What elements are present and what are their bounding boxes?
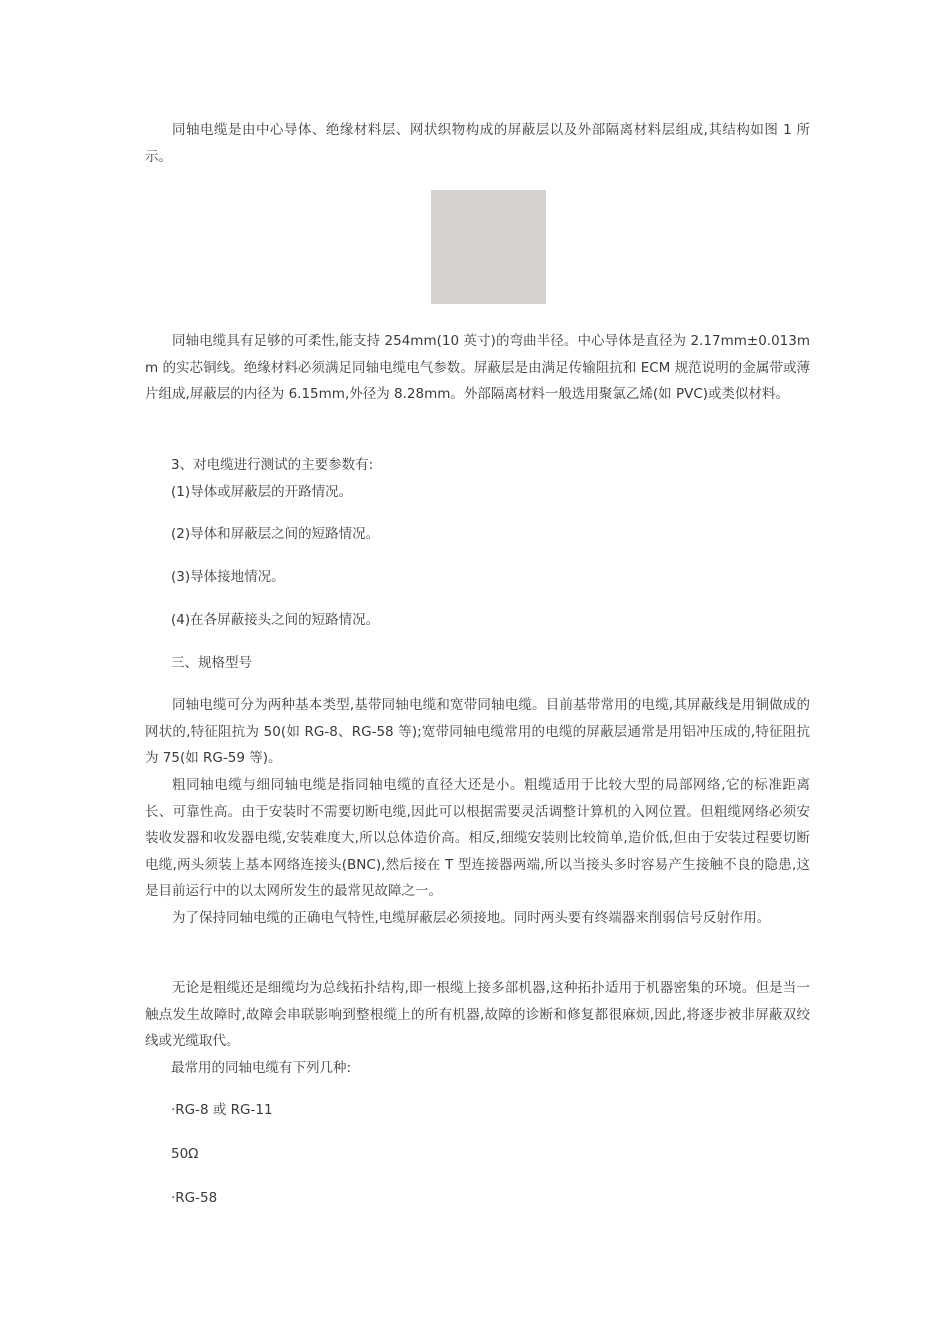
common-types-heading: 最常用的同轴电缆有下列几种: (171, 1060, 352, 1076)
test-item-2: (2)导体和屏蔽层之间的短路情况。 (171, 526, 380, 542)
test-item-3: (3)导体接地情况。 (171, 569, 285, 585)
grounding-paragraph: 为了保持同轴电缆的正确电气特性,电缆屏蔽层必须接地。同时两头要有终端器来削弱信号反射作用。 (172, 910, 771, 926)
cable-types-paragraph: 同轴电缆可分为两种基本类型,基带同轴电缆和宽带同轴电缆。目前基带常用的电缆,其屏蔽线是用铜做成的网状的,特征阻抗为 50(如 RG-8、RG-58 等);宽带同轴电缆常用的电缆的屏蔽层通常是用铝冲压成的,特征阻抗为 75(如 RG-59 等)。 (145, 697, 810, 766)
type-item-rg8: ·RG-8 或 RG-11 (171, 1102, 273, 1118)
intro-paragraph: 同轴电缆是由中心导体、绝缘材料层、网状织物构成的屏蔽层以及外部隔离材料层组成,其结构如图 1 所示。 (145, 122, 810, 165)
flexibility-paragraph: 同轴电缆具有足够的可柔性,能支持 254mm(10 英寸)的弯曲半径。中心导体是直径为 2.17mm±0.013mm 的实芯铜线。绝缘材料必须满足同轴电缆电气参数。屏蔽层是由满足传输阻抗和 ECM 规范说明的金属带或薄片组成,屏蔽层的内径为 6.15mm,外径为 8.28mm。外部隔离材料一般选用聚氯乙烯(如 PVC)或类似材料。 (145, 333, 810, 402)
section-heading-specs: 三、规格型号 (171, 655, 252, 671)
test-item-4: (4)在各屏蔽接头之间的短路情况。 (171, 612, 380, 628)
type-item-impedance: 50Ω (171, 1146, 199, 1162)
thick-thin-paragraph: 粗同轴电缆与细同轴电缆是指同轴电缆的直径大还是小。粗缆适用于比较大型的局部网络,它的标准距离长、可靠性高。由于安装时不需要切断电缆,因此可以根据需要灵活调整计算机的入网位置。但粗缆网络必须安装收发器和收发器电缆,安装难度大,所以总体造价高。相反,细缆安装则比较简单,造价低,但由于安装过程要切断电缆,两头须装上基本网络连接头(BNC),然后接在 T 型连接器两端,所以当接头多时容易产生接触不良的隐患,这是目前运行中的以太网所发生的最常见故障之一。 (145, 777, 810, 899)
test-item-1: (1)导体或屏蔽层的开路情况。 (171, 484, 353, 500)
type-item-rg58: ·RG-58 (171, 1190, 218, 1206)
figure-1-image (431, 190, 546, 304)
test-parameters-heading: 3、对电缆进行测试的主要参数有: (171, 457, 374, 473)
topology-paragraph: 无论是粗缆还是细缆均为总线拓扑结构,即一根缆上接多部机器,这种拓扑适用于机器密集的环境。但是当一触点发生故障时,故障会串联影响到整根缆上的所有机器,故障的诊断和修复都很麻烦,因此,将逐步被非屏蔽双绞线或光缆取代。 (145, 980, 810, 1049)
